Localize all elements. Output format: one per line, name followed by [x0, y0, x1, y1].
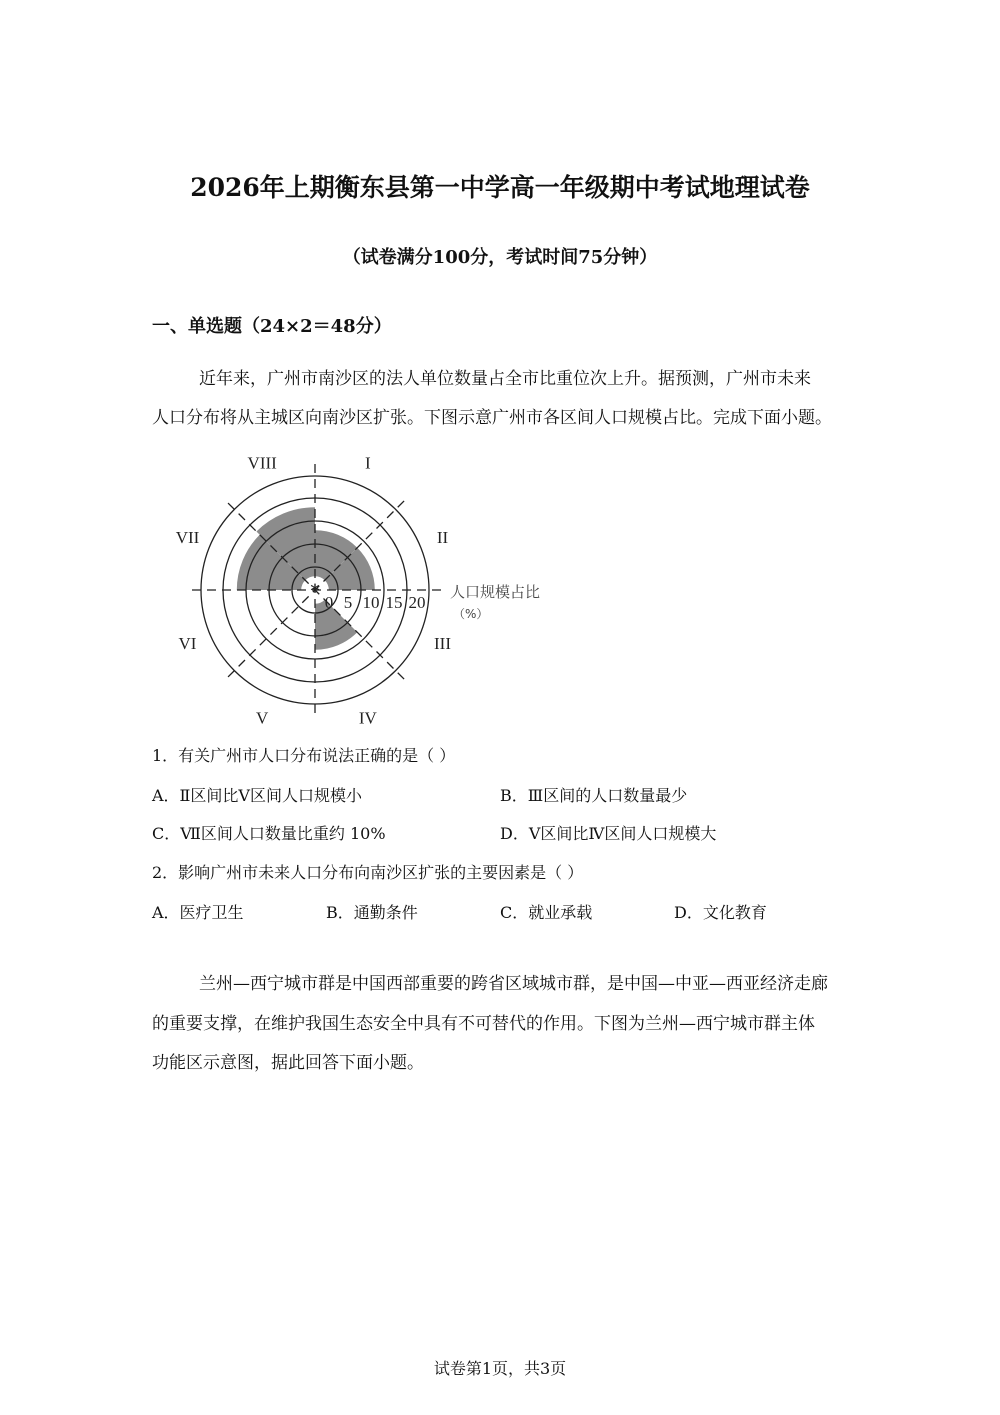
- tick-label-0: 0: [324, 593, 334, 612]
- passage2-line1: 兰州—西宁城市群是中国西部重要的跨省区域城市群，是中国—中亚—西亚经济走廊: [199, 974, 828, 994]
- sector-label-I: I: [364, 455, 371, 473]
- tick-label-5: 5: [343, 593, 353, 612]
- chart-axes: [189, 464, 441, 716]
- polar-chart: [175, 455, 555, 725]
- passage2-line3: 功能区示意图，据此回答下面小题。: [152, 1053, 424, 1073]
- question-2-option-b[interactable]: B．通勤条件: [326, 903, 418, 922]
- sector-label-III: III: [434, 633, 451, 653]
- axis-title: 人口规模占比: [450, 583, 541, 601]
- passage2-line2: 的重要支撑，在维护我国生态安全中具有不可替代的作用。下图为兰州—西宁城市群主体: [152, 1014, 815, 1034]
- exam-subtitle: （试卷满分100分，考试时间75分钟）: [342, 247, 658, 268]
- question-2-option-c[interactable]: C．就业承载: [500, 903, 593, 922]
- exam-title: 2026年上期衡东县第一中学高一年级期中考试地理试卷: [190, 173, 810, 202]
- sector-label-VI: VI: [178, 633, 197, 653]
- question-1-option-c[interactable]: C．Ⅶ区间人口数量比重约 10%: [152, 824, 386, 843]
- question-1-option-d[interactable]: D．Ⅴ区间比Ⅳ区间人口规模大: [500, 824, 717, 843]
- sector-label-IV: IV: [358, 708, 377, 725]
- question-2-option-d[interactable]: D．文化教育: [674, 903, 767, 922]
- center-marker: *: [310, 581, 320, 602]
- page-footer: 试卷第1页，共3页: [433, 1359, 567, 1378]
- tick-label-15: 15: [385, 593, 403, 612]
- sector-label-V: V: [256, 708, 269, 725]
- sector-label-VII: VII: [175, 528, 200, 548]
- sector-label-VIII: VIII: [247, 455, 277, 473]
- tick-label-10: 10: [362, 593, 380, 612]
- section-heading: 一、单选题（24×2＝48分）: [152, 316, 392, 337]
- question-2-stem: 2．影响广州市未来人口分布向南沙区扩张的主要因素是（ ）: [152, 863, 584, 882]
- question-2-option-a[interactable]: A．医疗卫生: [152, 903, 244, 922]
- question-1-option-a[interactable]: A．Ⅱ区间比Ⅴ区间人口规模小: [152, 786, 362, 805]
- axis-unit: （%）: [453, 607, 489, 621]
- tick-label-20: 20: [408, 593, 426, 612]
- sector-label-II: II: [436, 528, 449, 548]
- passage1-line2: 人口分布将从主城区向南沙区扩张。下图示意广州市各区间人口规模占比。完成下面小题。: [152, 408, 832, 428]
- passage1-line1: 近年来，广州市南沙区的法人单位数量占全市比重位次上升。据预测，广州市未来: [199, 369, 811, 389]
- question-1-stem: 1．有关广州市人口分布说法正确的是（ ）: [152, 746, 456, 765]
- question-1-option-b[interactable]: B．Ⅲ区间的人口数量最少: [500, 786, 688, 805]
